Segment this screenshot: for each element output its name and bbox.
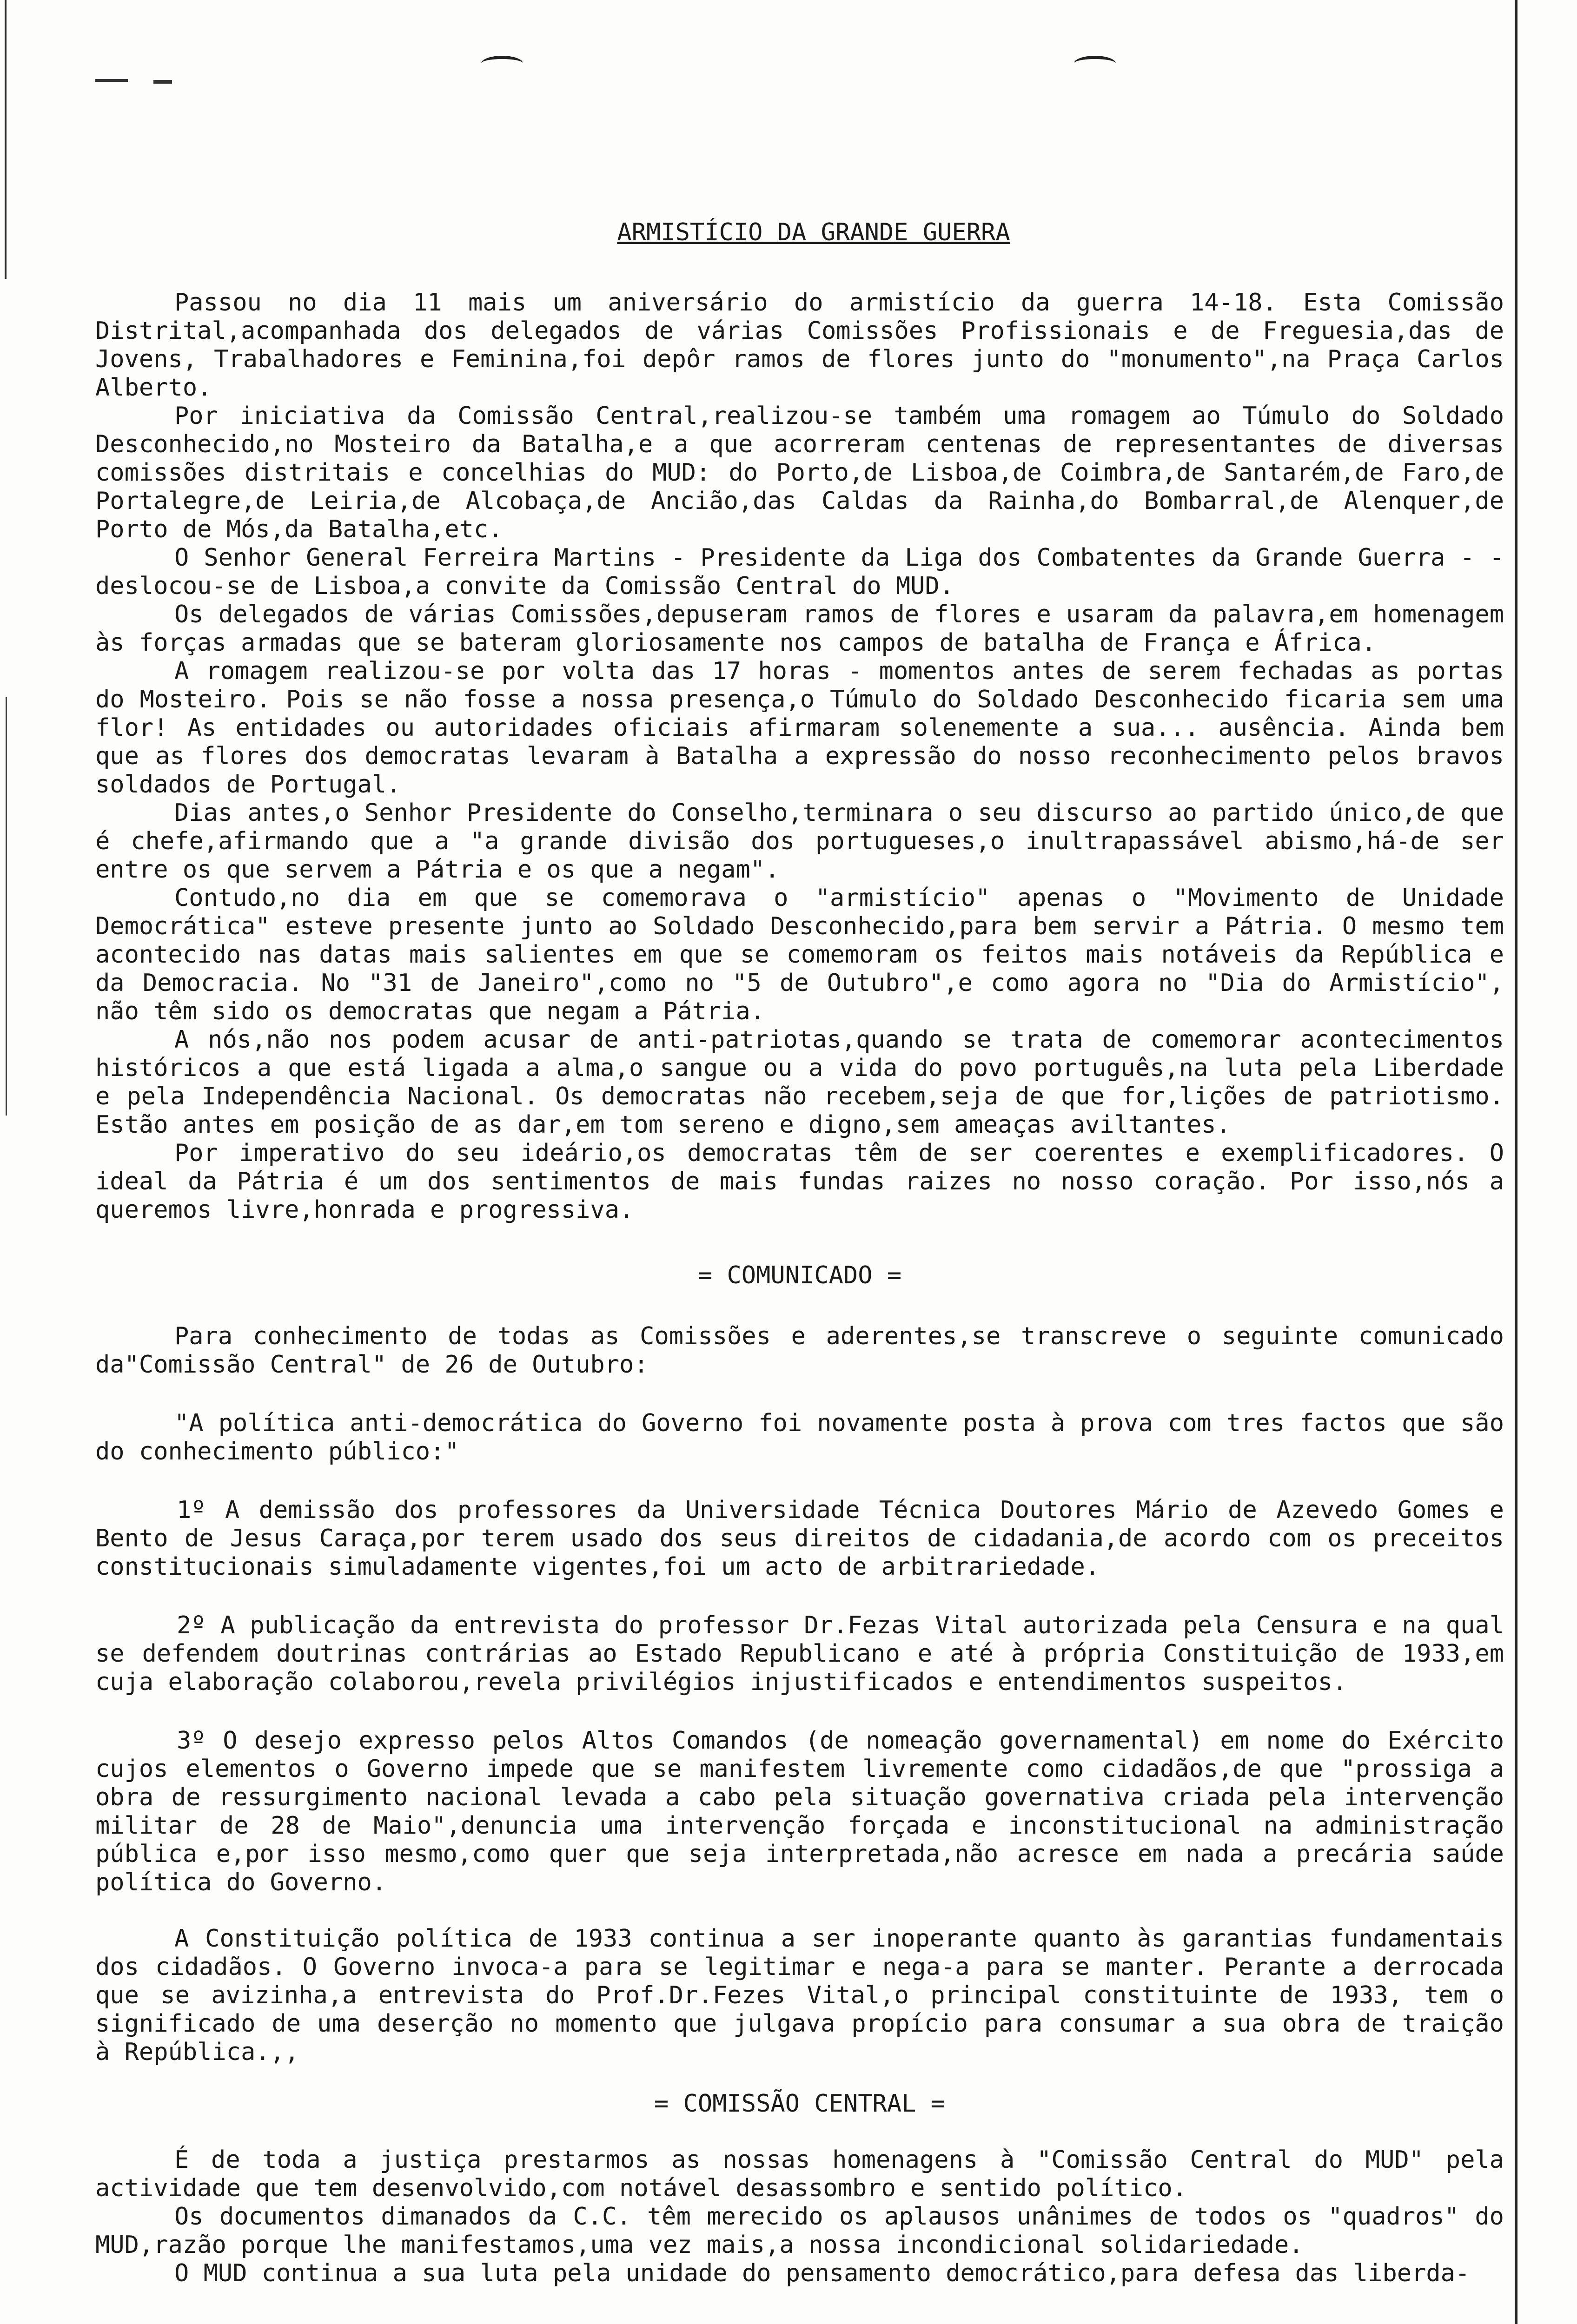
punch-hole-mark: [481, 56, 523, 71]
scan-mark: [95, 79, 128, 82]
paragraph: Os documentos dimanados da C.C. têm merecido os aplausos unânimes de todos os "quadros" do MUD,razão porque lhe manifestamos,uma vez mais,a nossa incondicional solidariedade.: [95, 2203, 1504, 2259]
paragraph: O MUD continua a sua luta pela unidade do pensamento democrático,para defesa das liberda-: [174, 2259, 1470, 2287]
comunicado-intro: Para conhecimento de todas as Comissões e aderentes,se transcreve o seguinte comunicado da"Comissão Central" de 26 de Outubro:: [95, 1322, 1504, 1379]
comunicado-item-3: 3º O desejo expresso pelos Altos Comandos (de nomeação governamental) em nome do Exército cujos elementos o Governo impede que se manifestem livremente como cidadãos,de que "prossiga a obra de ressurgimento nacional levada a cabo pela situação governativa criada pela intervenção militar de 28 de Maio",denuncia uma intervenção forçada e inconstitucional na administração pública e,por isso mesmo,como quer que seja interpretada,não acresce em nada a precária saúde política do Governo.: [95, 1727, 1504, 1896]
heading-text: = COMUNICADO =: [697, 1261, 902, 1289]
page-edge-line: [5, 0, 7, 279]
paragraph: Por imperativo do seu ideário,os democratas têm de ser coerentes e exemplificadores. O ideal da Pátria é um dos sentimentos de mais fundas raizes no nosso coração. Por isso,nós a queremos livre,honrada e progressiva.: [95, 1139, 1504, 1224]
section-heading-comissao-central: [95, 2090, 1504, 2118]
page-fold-line: [1515, 0, 1517, 2324]
paragraph: O Senhor General Ferreira Martins - Presidente da Liga dos Combatentes da Grande Guerra - - deslocou-se de Lisboa,a convite da Comissão Central do MUD.: [95, 544, 1504, 600]
paragraph: Dias antes,o Senhor Presidente do Conselho,terminara o seu discurso ao partido único,de que é chefe,afirmando que a "a grande divisão dos portugueses,o inultrapassável abismo,há-de ser entre os que servem a Pátria e os que a negam".: [95, 799, 1504, 884]
paragraph: É de toda a justiça prestarmos as nossas homenagens à "Comissão Central do MUD" pela actividade que tem desenvolvido,com notável desassombro e sentido político.: [95, 2146, 1504, 2202]
section-heading-comunicado: [95, 1261, 1504, 1290]
paragraph: A nós,não nos podem acusar de anti-patriotas,quando se trata de comemorar acontecimentos históricos a que está ligada a alma,o sangue ou a vida do povo português,na luta pela Liberdade e pela Independência Nacional. Os democratas não recebem,seja de que for,lições de patriotismo. Estão antes em posição de as dar,em tom sereno e digno,sem ameaças aviltantes.: [95, 1026, 1504, 1139]
paragraph: Por iniciativa da Comissão Central,realizou-se também uma romagem ao Túmulo do Soldado Desconhecido,no Mosteiro da Batalha,e a que acorreram centenas de representantes de diversas comissões distritais e concelhias do MUD: do Porto,de Lisboa,de Coimbra,de Santarém,de Faro,de Portalegre,de Leiria,de Alcobaça,de Ancião,das Caldas da Rainha,do Bombarral,de Alenquer,de Porto de Mós,da Batalha,etc.: [95, 402, 1504, 543]
heading-text: = COMISSÃO CENTRAL =: [654, 2090, 946, 2118]
paragraph: Passou no dia 11 mais um aniversário do armistício da guerra 14-18. Esta Comissão Distrital,acompanhada dos delegados de várias Comissões Profissionais e de Freguesia,das de Jovens, Trabalhadores e Feminina,foi depôr ramos de flores junto do "monumento",na Praça Carlos Alberto.: [95, 289, 1504, 402]
scan-mark: [153, 80, 172, 84]
document-title: [95, 218, 1504, 247]
document-body: [95, 218, 1504, 2288]
paragraph: Contudo,no dia em que se comemorava o "armistício" apenas o "Movimento de Unidade Democrática" esteve presente junto ao Soldado Desconhecido,para bem servir a Pátria. O mesmo tem acontecido nas datas mais salientes em que se comemoram os feitos mais notáveis da República e da Democracia. No "31 de Janeiro",como no "5 de Outubro",e como agora no "Dia do Armistício", não têm sido os democratas que negam a Pátria.: [95, 884, 1504, 1025]
comunicado-quote: "A política anti-democrática do Governo foi novamente posta à prova com tres factos que são do conhecimento público:": [95, 1409, 1504, 1466]
paragraph: A romagem realizou-se por volta das 17 horas - momentos antes de serem fechadas as portas do Mosteiro. Pois se não fosse a nossa presença,o Túmulo do Soldado Desconhecido ficaria sem uma flor! As entidades ou autoridades oficiais afirmaram solenemente a sua... ausência. Ainda bem que as flores dos democratas levaram à Batalha a expressão do nosso reconhecimento pelos bravos soldados de Portugal.: [95, 657, 1504, 799]
page-edge-line: [6, 697, 7, 1116]
comunicado-closing: A Constituição política de 1933 continua a ser inoperante quanto às garantias fundamentais dos cidadãos. O Governo invoca-a para se legitimar e nega-a para se manter. Perante a derrocada que se avizinha,a entrevista do Prof.Dr.Fezes Vital,o principal constituinte de 1933, tem o significado de uma deserção no momento que julgava propício para consumar a sua obra de traição à República.,,: [95, 1925, 1504, 2066]
title-text: ARMISTÍCIO DA GRANDE GUERRA: [617, 218, 1010, 246]
punch-hole-mark: [1074, 56, 1116, 71]
comunicado-item-1: 1º A demissão dos professores da Universidade Técnica Doutores Mário de Azevedo Gomes e Bento de Jesus Caraça,por terem usado dos seus direitos de cidadania,de acordo com os preceitos constitucionais simuladamente vigentes,foi um acto de arbitrariedade.: [95, 1496, 1504, 1581]
paragraph: Os delegados de várias Comissões,depuseram ramos de flores e usaram da palavra,em homenagem às forças armadas que se bateram gloriosamente nos campos de batalha de França e África.: [95, 601, 1504, 657]
comunicado-item-2: 2º A publicação da entrevista do professor Dr.Fezas Vital autorizada pela Censura e na qual se defendem doutrinas contrárias ao Estado Republicano e até à própria Constituição de 1933,em cuja elaboração colaborou,revela privilégios injustificados e entendimentos suspeitos.: [95, 1611, 1504, 1696]
